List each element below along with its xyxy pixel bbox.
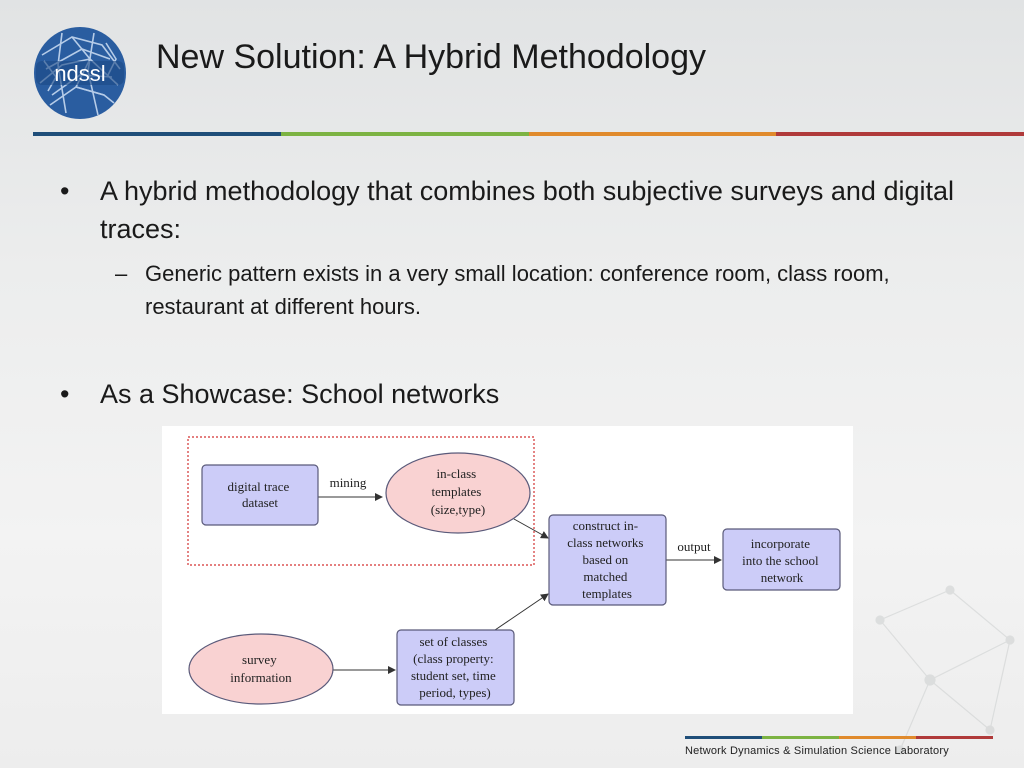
bullet-text: A hybrid methodology that combines both subjective surveys and digital traces: (100, 176, 954, 244)
edge-classes-to-construct (495, 594, 548, 630)
node-label-line: class networks (567, 535, 644, 550)
accent-segment-red (776, 132, 1024, 136)
accent-segment-orange (839, 736, 916, 739)
accent-segment-red (916, 736, 993, 739)
node-label-line: network (760, 570, 804, 585)
bullet-text: As a Showcase: School networks (100, 379, 500, 409)
node-label-line: digital trace (227, 479, 290, 494)
node-label-line: into the school (742, 553, 819, 568)
bullet-list (60, 172, 980, 413)
sub-bullet-text: Generic pattern exists in a very small location: conference room, class room, restaurant at different hours. (145, 261, 890, 319)
slide-title: New Solution: A Hybrid Methodology (156, 38, 706, 76)
sub-bullet-item (60, 257, 980, 323)
node-label-line: matched (583, 569, 628, 584)
node-label-line: survey (242, 652, 277, 667)
node-label-line: dataset (241, 495, 279, 510)
logo-text: ndssl (54, 61, 106, 86)
node-label-line: information (230, 670, 292, 685)
node-label-line: incorporate (750, 536, 810, 551)
node-label-line: (class property: (413, 651, 494, 666)
node-label-line: (size,type) (430, 502, 486, 517)
bullet-symbol: • (60, 379, 70, 409)
node-in-class-templates-text (431, 466, 486, 517)
flow-diagram (162, 426, 853, 714)
sub-bullet-symbol: – (115, 261, 128, 286)
node-label-line: based on (582, 552, 629, 567)
bullet-symbol: • (60, 176, 70, 206)
title-accent-bar (33, 132, 1024, 136)
ndssl-logo (32, 25, 128, 121)
node-label-line: construct in- (572, 518, 639, 533)
edge-label-output: output (677, 539, 711, 554)
node-label-line: set of classes (419, 634, 488, 649)
node-survey-information (189, 634, 333, 704)
accent-segment-green (281, 132, 529, 136)
bullet-item (60, 375, 980, 413)
node-label-line: period, types) (419, 685, 491, 700)
footer-lab-name: Network Dynamics & Simulation Science Laboratory (685, 745, 949, 757)
node-label-line: templates (431, 484, 482, 499)
node-label-line: in-class (436, 466, 477, 481)
flow-diagram-svg (162, 426, 853, 714)
accent-segment-green (762, 736, 839, 739)
bullet-item (60, 172, 980, 248)
accent-segment-blue (33, 132, 281, 136)
node-label-line: templates (582, 586, 632, 601)
edge-label-mining: mining (329, 475, 367, 490)
accent-segment-orange (529, 132, 777, 136)
accent-segment-blue (685, 736, 762, 739)
edge-templates-to-construct (514, 519, 548, 538)
node-label-line: student set, time (410, 668, 496, 683)
footer-accent-bar (685, 736, 993, 739)
